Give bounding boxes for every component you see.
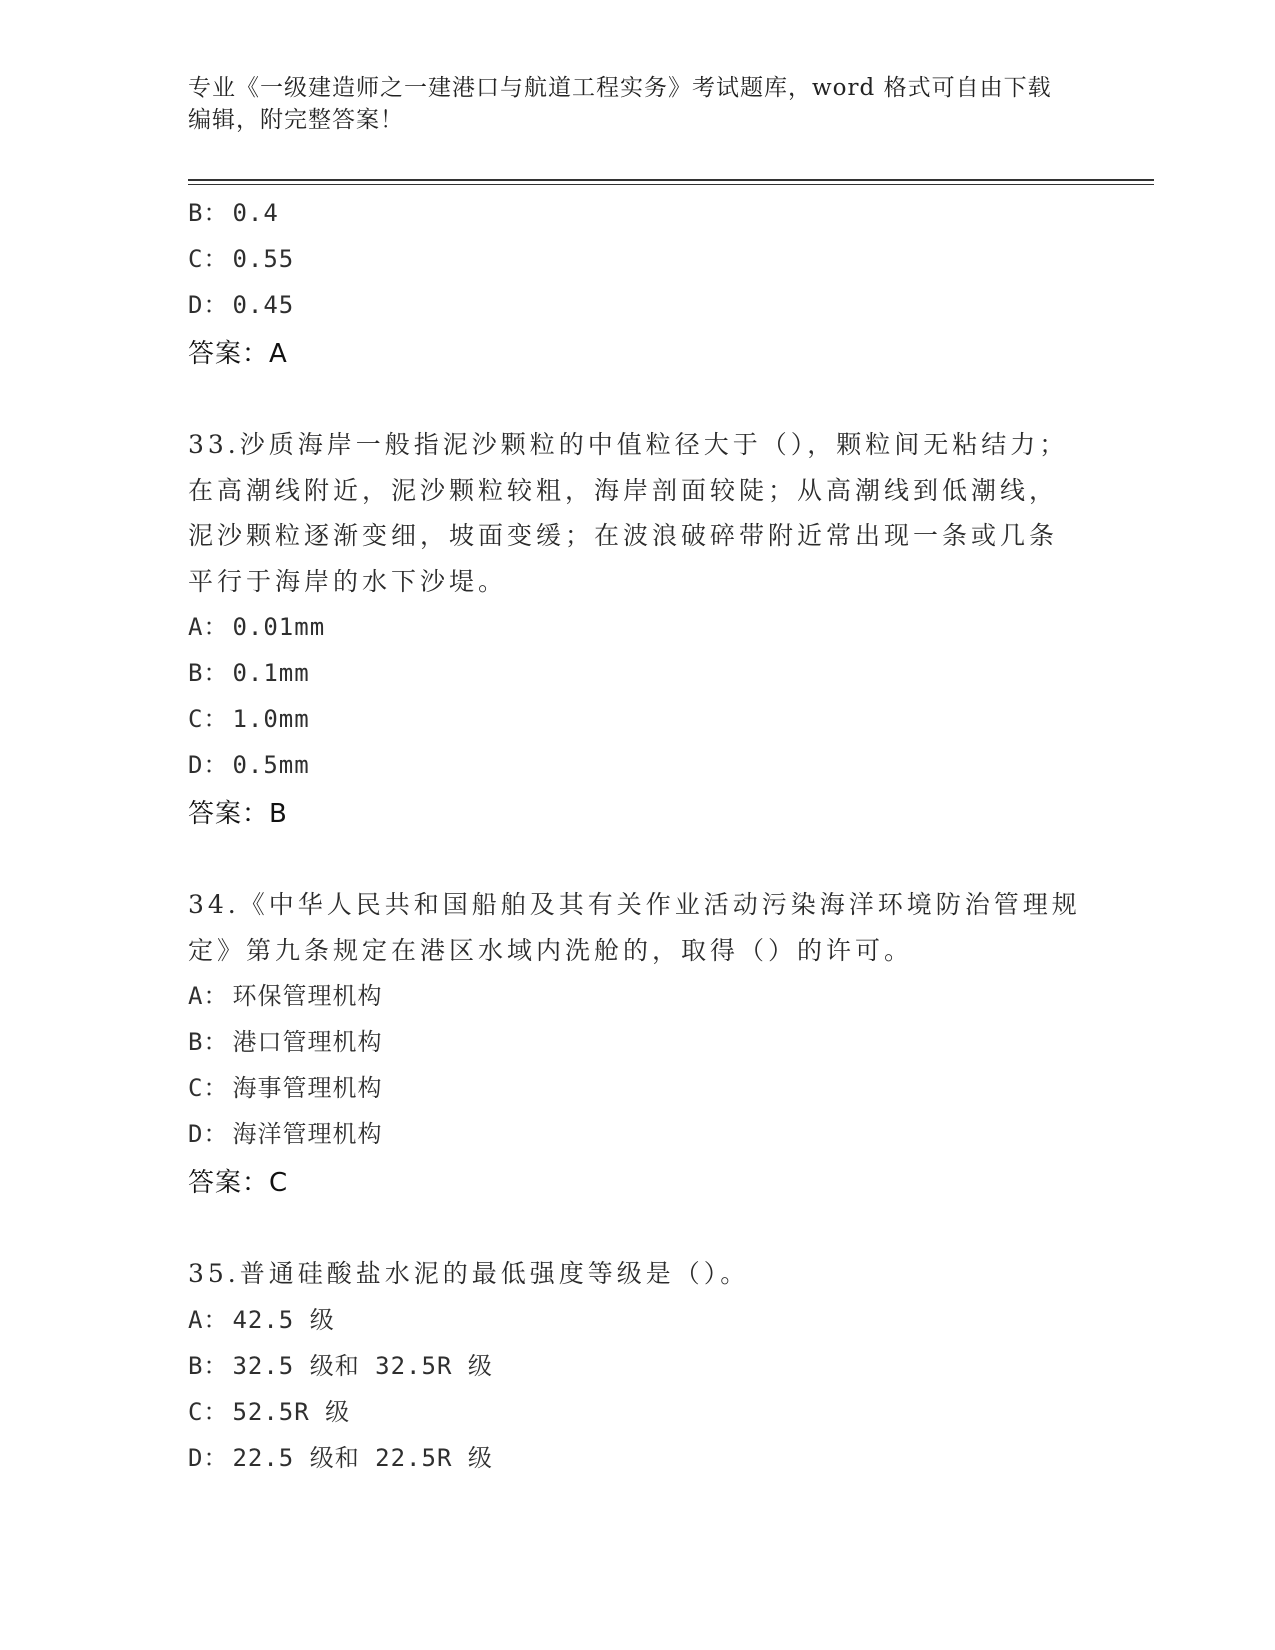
answer-line: 答案：A <box>188 338 288 369</box>
option-value: 0.5mm <box>232 751 310 779</box>
prev-question <box>188 190 1088 374</box>
stem-line: 35.普通硅酸盐水泥的最低强度等级是（）。 <box>188 1259 750 1288</box>
option-label: B： <box>188 659 229 687</box>
header-divider-thin <box>188 184 1154 185</box>
option-b <box>188 1019 1088 1065</box>
question-34 <box>188 882 1088 1203</box>
option-value: 0.45 <box>232 291 295 319</box>
option-d <box>188 1435 1088 1481</box>
question-stem <box>188 422 1088 604</box>
option-d <box>188 742 1088 788</box>
option-value: 52.5R 级 <box>232 1397 351 1426</box>
option-label: D： <box>188 291 229 319</box>
option-label: D： <box>188 1120 229 1148</box>
stem-line: 34.《中华人民共和国船舶及其有关作业活动污染海洋环境防治管理规 <box>188 890 1081 919</box>
option-label: A： <box>188 1305 229 1334</box>
header-divider <box>188 179 1154 181</box>
stem-line: 泥沙颗粒逐渐变细，坡面变缓；在波浪破碎带附近常出现一条或几条 <box>188 521 1059 550</box>
option-value: 0.01mm <box>232 613 326 641</box>
option-label: C： <box>188 1397 229 1426</box>
option-a <box>188 973 1088 1019</box>
header-line-1: 专业《一级建造师之一建港口与航道工程实务》考试题库，word 格式可自由下载 <box>188 75 1052 101</box>
option-value: 32.5 级和 32.5R 级 <box>232 1351 493 1380</box>
header-line-2: 编辑，附完整答案！ <box>188 107 404 133</box>
question-stem <box>188 1251 1088 1297</box>
option-label: D： <box>188 751 229 779</box>
option-b <box>188 1343 1088 1389</box>
option-label: C： <box>188 705 229 733</box>
option-value: 海洋管理机构 <box>232 1120 383 1148</box>
page-header <box>188 72 1088 136</box>
stem-line: 33.沙质海岸一般指泥沙颗粒的中值粒径大于（），颗粒间无粘结力； <box>188 430 1069 459</box>
option-label: C： <box>188 245 229 273</box>
stem-line: 平行于海岸的水下沙堤。 <box>188 566 508 596</box>
answer-line: 答案：B <box>188 798 288 829</box>
option-c <box>188 1065 1088 1111</box>
option-b <box>188 650 1088 696</box>
option-label: B： <box>188 199 229 227</box>
stem-line: 定》第九条规定在港区水域内洗舱的，取得（）的许可。 <box>188 935 914 965</box>
option-d <box>188 1111 1088 1157</box>
question-33 <box>188 422 1088 834</box>
option-label: D： <box>188 1443 229 1472</box>
option-label: B： <box>188 1028 229 1056</box>
option-label: C： <box>188 1074 229 1102</box>
option-c <box>188 1389 1088 1435</box>
option-value: 港口管理机构 <box>232 1028 383 1056</box>
option-label: A： <box>188 982 229 1010</box>
stem-line: 在高潮线附近，泥沙颗粒较粗，海岸剖面较陡；从高潮线到低潮线， <box>188 475 1059 505</box>
option-c <box>188 236 1088 282</box>
option-value: 0.1mm <box>232 659 310 687</box>
option-a <box>188 604 1088 650</box>
option-value: 0.4 <box>232 199 279 227</box>
option-c <box>188 696 1088 742</box>
option-b <box>188 190 1088 236</box>
option-label: A： <box>188 613 229 641</box>
option-value: 环保管理机构 <box>232 982 383 1010</box>
option-d <box>188 282 1088 328</box>
option-label: B： <box>188 1351 229 1380</box>
option-value: 1.0mm <box>232 705 310 733</box>
option-value: 0.55 <box>232 245 295 273</box>
question-35 <box>188 1251 1088 1481</box>
question-stem <box>188 882 1088 973</box>
document-body <box>188 190 1088 1481</box>
option-value: 22.5 级和 22.5R 级 <box>232 1443 493 1472</box>
option-value: 海事管理机构 <box>232 1074 383 1102</box>
option-a <box>188 1297 1088 1343</box>
answer-line: 答案：C <box>188 1167 289 1198</box>
option-value: 42.5 级 <box>232 1305 335 1334</box>
